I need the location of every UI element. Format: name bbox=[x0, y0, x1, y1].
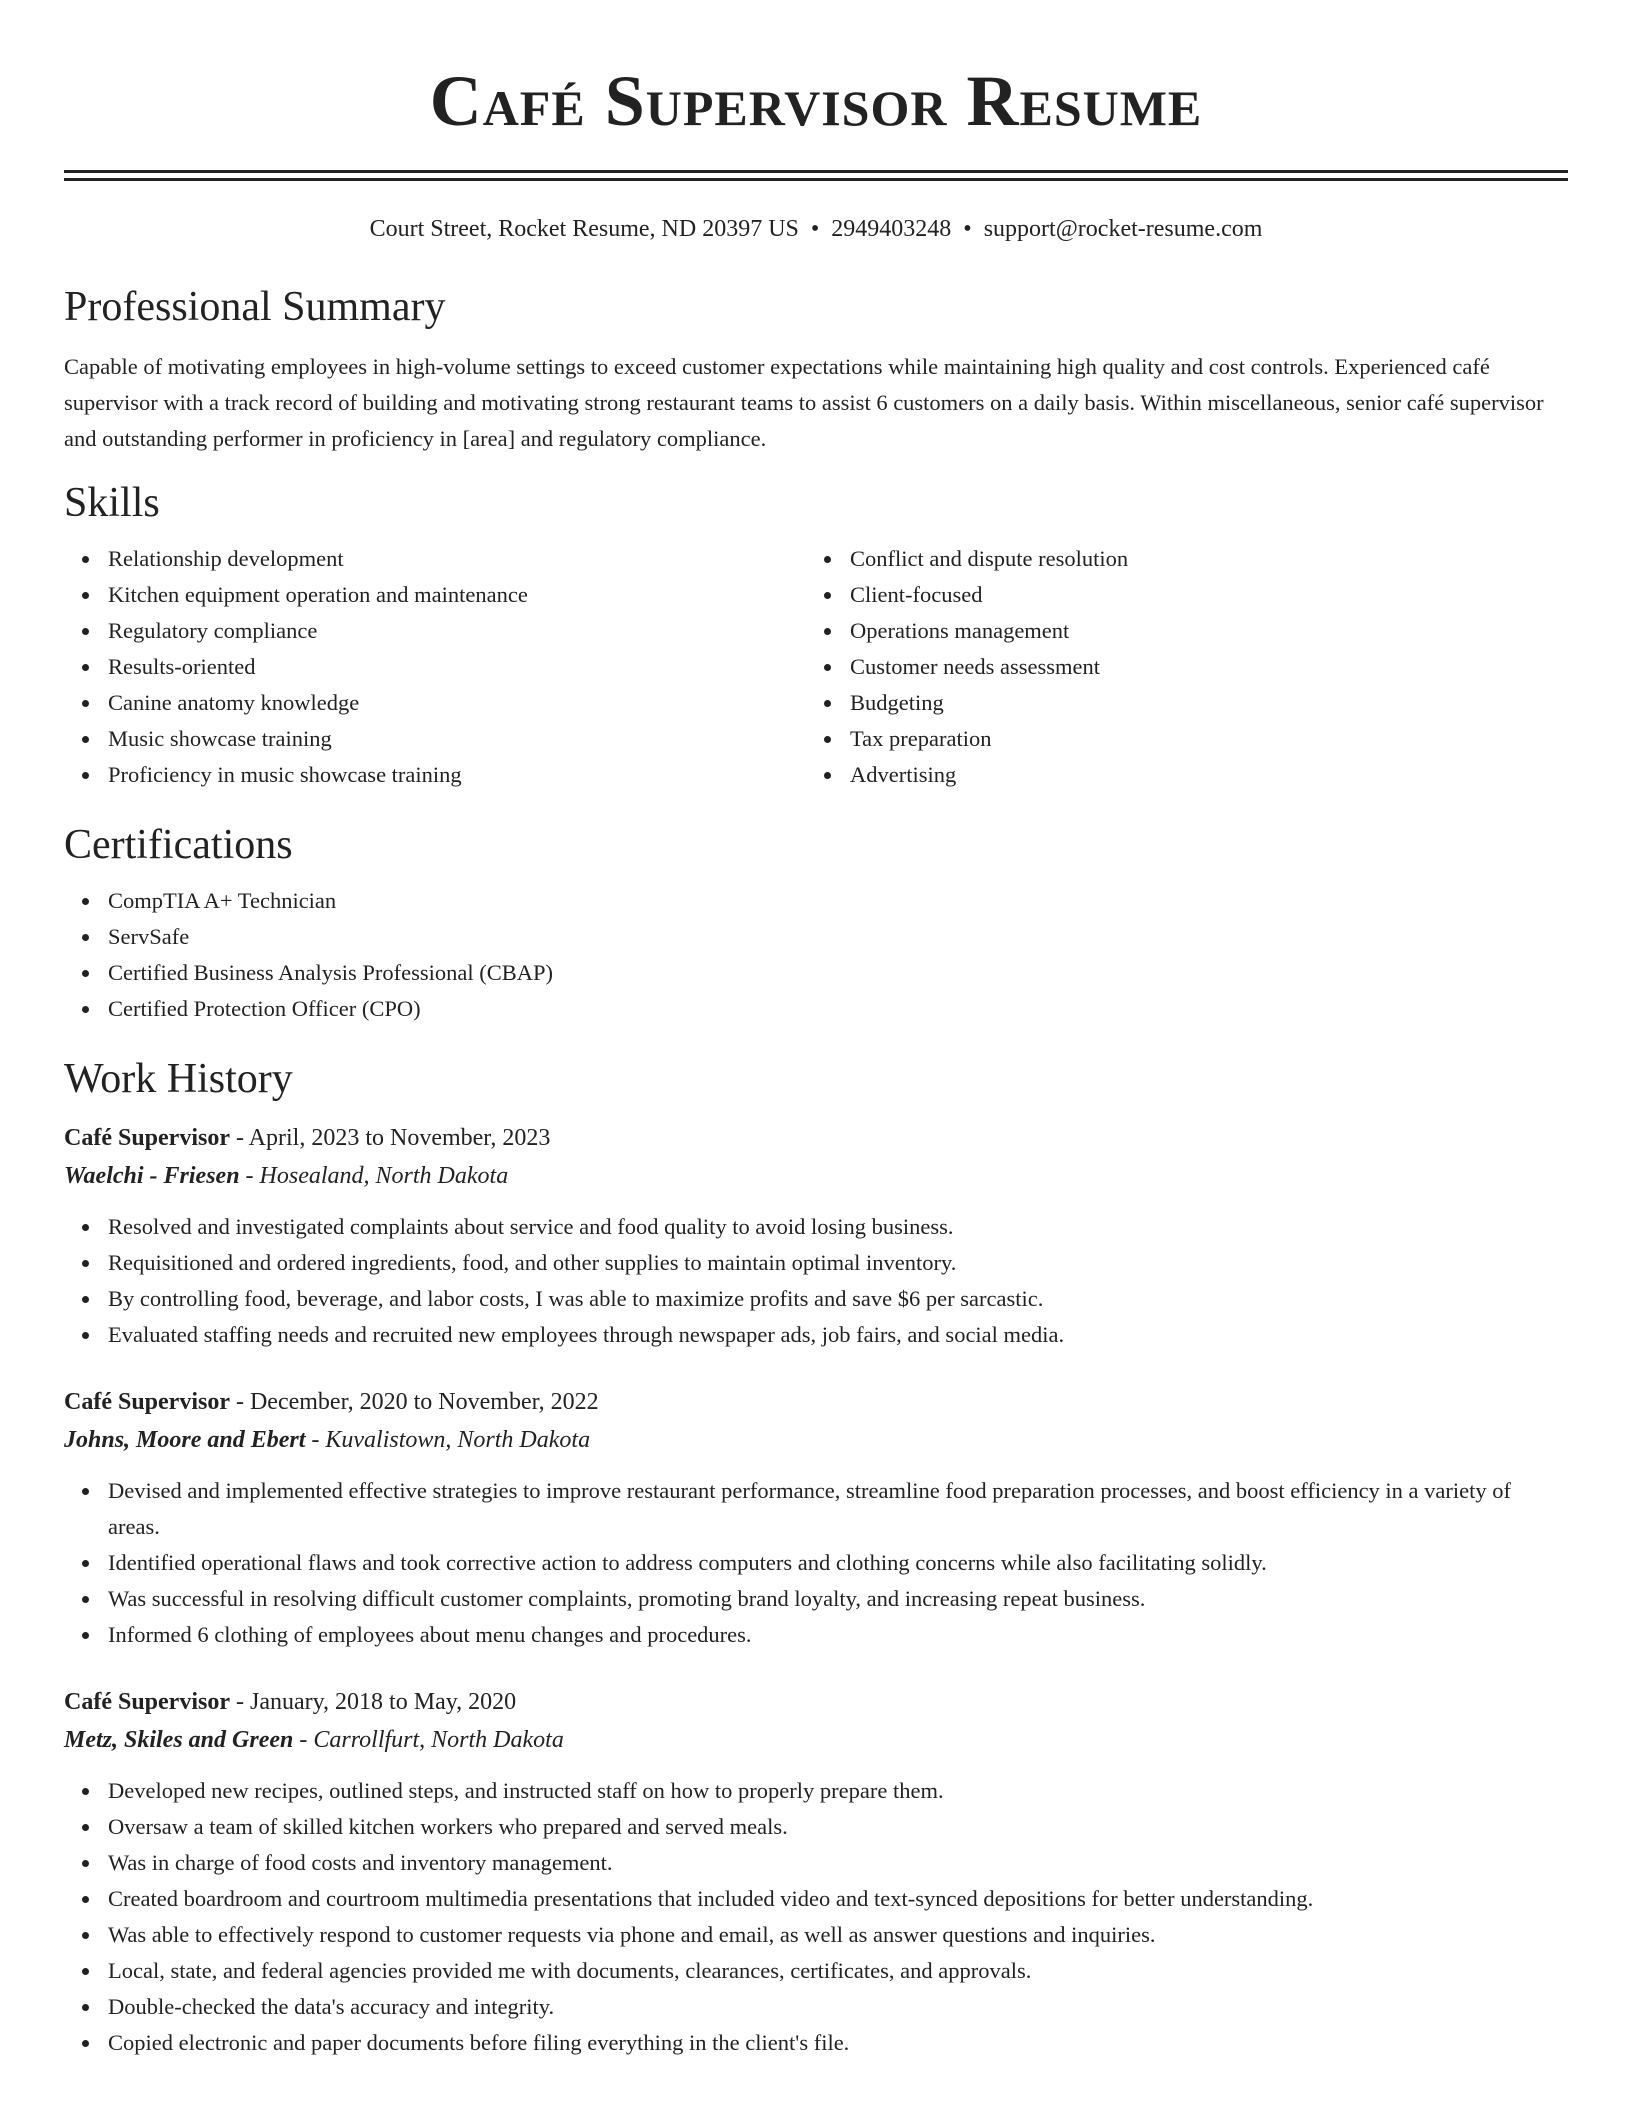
title-divider-bottom bbox=[64, 178, 1568, 181]
job-header bbox=[64, 1383, 1568, 1421]
work-history-heading: Work History bbox=[64, 1056, 293, 1102]
job-employer bbox=[64, 1721, 1568, 1759]
job-bullets bbox=[64, 1209, 1568, 1353]
job-header bbox=[64, 1683, 1568, 1721]
job-bullet: Copied electronic and paper documents before filing everything in the client's file. bbox=[108, 2025, 1568, 2061]
job-title: Café Supervisor bbox=[64, 1389, 230, 1415]
skill-item: Operations management bbox=[850, 613, 1548, 649]
job-title: Café Supervisor bbox=[64, 1125, 230, 1151]
contact-email: support@rocket-resume.com bbox=[983, 216, 1263, 242]
skills-right-list bbox=[806, 541, 1548, 793]
skills-left-list bbox=[64, 541, 806, 793]
job-bullet: Devised and implemented effective strategies to improve restaurant performance, streamline food preparation processes, and boost efficiency in a variety of areas. bbox=[108, 1473, 1568, 1545]
contact-address: Court Street, Rocket Resume, ND 20397 US bbox=[369, 216, 799, 242]
job-employer bbox=[64, 1157, 1568, 1195]
skill-item: Budgeting bbox=[850, 685, 1548, 721]
job-dates: - December, 2020 to November, 2022 bbox=[229, 1389, 599, 1415]
job-bullet: Evaluated staffing needs and recruited new employees through newspaper ads, job fairs, and social media. bbox=[108, 1317, 1568, 1353]
certification-item: Certified Business Analysis Professional (CBAP) bbox=[108, 955, 1568, 991]
job-entry bbox=[64, 1383, 1568, 1653]
job-bullet: Was successful in resolving difficult customer complaints, promoting brand loyalty, and increasing repeat business. bbox=[108, 1581, 1568, 1617]
job-bullet: Local, state, and federal agencies provided me with documents, clearances, certificates, and approvals. bbox=[108, 1953, 1568, 1989]
skill-item: Regulatory compliance bbox=[108, 613, 806, 649]
summary-heading: Professional Summary bbox=[64, 284, 446, 330]
skill-item: Advertising bbox=[850, 757, 1548, 793]
job-dates: - April, 2023 to November, 2023 bbox=[229, 1125, 551, 1151]
skills-right-column bbox=[806, 541, 1548, 793]
contact-separator: • bbox=[963, 216, 972, 242]
job-bullet: Was in charge of food costs and inventory management. bbox=[108, 1845, 1568, 1881]
job-entry bbox=[64, 1683, 1568, 2061]
skills-heading: Skills bbox=[64, 480, 160, 526]
title-divider-top bbox=[64, 170, 1568, 173]
skill-item: Kitchen equipment operation and maintenance bbox=[108, 577, 806, 613]
job-bullets bbox=[64, 1773, 1568, 2061]
job-bullet: Oversaw a team of skilled kitchen workers who prepared and served meals. bbox=[108, 1809, 1568, 1845]
contact-separator: • bbox=[810, 216, 820, 242]
skill-item: Proficiency in music showcase training bbox=[108, 757, 806, 793]
contact-phone: 2949403248 bbox=[831, 216, 952, 242]
job-bullets bbox=[64, 1473, 1568, 1653]
skill-item: Canine anatomy knowledge bbox=[108, 685, 806, 721]
job-location: - Hosealand, North Dakota bbox=[239, 1163, 509, 1189]
page-title: Café Supervisor Resume bbox=[429, 61, 1203, 141]
skills-left-column bbox=[64, 541, 806, 793]
certifications-list bbox=[64, 883, 1568, 1027]
job-company: Johns, Moore and Ebert bbox=[64, 1427, 306, 1453]
job-bullet: Resolved and investigated complaints about service and food quality to avoid losing business. bbox=[108, 1209, 1568, 1245]
job-header bbox=[64, 1119, 1568, 1157]
certifications-heading: Certifications bbox=[64, 822, 293, 868]
skill-item: Conflict and dispute resolution bbox=[850, 541, 1548, 577]
skill-item: Music showcase training bbox=[108, 721, 806, 757]
skill-item: Relationship development bbox=[108, 541, 806, 577]
job-location: - Carrollfurt, North Dakota bbox=[293, 1727, 564, 1753]
job-bullet: Identified operational flaws and took corrective action to address computers and clothing concerns while also facilitating solidly. bbox=[108, 1545, 1568, 1581]
job-employer bbox=[64, 1421, 1568, 1459]
contact-line bbox=[64, 213, 1568, 245]
certification-item: ServSafe bbox=[108, 919, 1568, 955]
job-company: Metz, Skiles and Green bbox=[64, 1727, 294, 1753]
job-bullet: By controlling food, beverage, and labor costs, I was able to maximize profits and save $6 per sarcastic. bbox=[108, 1281, 1568, 1317]
job-bullet: Double-checked the data's accuracy and integrity. bbox=[108, 1989, 1568, 2025]
job-company: Waelchi - Friesen bbox=[64, 1163, 240, 1189]
skill-item: Customer needs assessment bbox=[850, 649, 1548, 685]
job-entry bbox=[64, 1119, 1568, 1353]
job-bullet: Informed 6 clothing of employees about menu changes and procedures. bbox=[108, 1617, 1568, 1653]
skill-item: Tax preparation bbox=[850, 721, 1548, 757]
skill-item: Results-oriented bbox=[108, 649, 806, 685]
job-location: - Kuvalistown, North Dakota bbox=[305, 1427, 591, 1453]
summary-text: Capable of motivating employees in high-volume settings to exceed customer expectations while maintaining high quality and cost controls. Experienced café supervisor with a track record of building and motivating strong restaurant teams to assist 6 customers on a daily basis. Within miscellaneous, senior café supervisor and outstanding performer in proficiency in [area] and regulatory compliance. bbox=[64, 354, 1544, 451]
job-bullet: Was able to effectively respond to customer requests via phone and email, as well as answer questions and inquiries. bbox=[108, 1917, 1568, 1953]
certification-item: CompTIA A+ Technician bbox=[108, 883, 1568, 919]
job-bullet: Created boardroom and courtroom multimedia presentations that included video and text-synced depositions for better understanding. bbox=[108, 1881, 1568, 1917]
job-bullet: Requisitioned and ordered ingredients, food, and other supplies to maintain optimal inventory. bbox=[108, 1245, 1568, 1281]
job-title: Café Supervisor bbox=[64, 1689, 230, 1715]
job-dates: - January, 2018 to May, 2020 bbox=[229, 1689, 517, 1715]
certification-item: Certified Protection Officer (CPO) bbox=[108, 991, 1568, 1027]
job-bullet: Developed new recipes, outlined steps, and instructed staff on how to properly prepare them. bbox=[108, 1773, 1568, 1809]
skill-item: Client-focused bbox=[850, 577, 1548, 613]
skills-columns bbox=[64, 541, 1568, 793]
